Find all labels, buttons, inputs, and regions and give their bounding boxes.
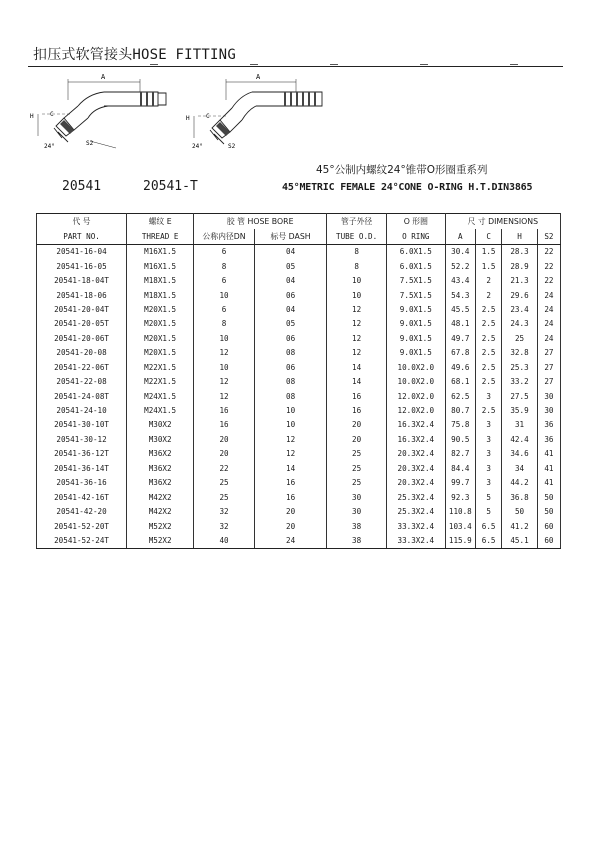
dim-h-cell: 42.4 xyxy=(502,433,538,447)
thread-cell: M36X2 xyxy=(127,447,194,461)
tube-od-cell: 25 xyxy=(327,476,387,490)
o-ring-cell: 9.0X1.5 xyxy=(386,303,445,317)
dim-s2-cell: 41 xyxy=(537,447,560,461)
tube-od-cell: 38 xyxy=(327,519,387,533)
o-ring-cell: 25.3X2.4 xyxy=(386,490,445,504)
table-row xyxy=(37,303,561,317)
dim-c-cell: 2.5 xyxy=(476,303,502,317)
dn-cell: 6 xyxy=(194,245,255,260)
dn-cell: 32 xyxy=(194,519,255,533)
dn-cell: 12 xyxy=(194,375,255,389)
dn-cell: 16 xyxy=(194,404,255,418)
dash-cell: 06 xyxy=(254,332,326,346)
tube-od-cell: 20 xyxy=(327,418,387,432)
thread-cell: M18X1.5 xyxy=(127,274,194,288)
table-row xyxy=(37,389,561,403)
table-row xyxy=(37,519,561,533)
tube-od-cell: 25 xyxy=(327,462,387,476)
tube-od-cell: 38 xyxy=(327,534,387,549)
table-row xyxy=(37,462,561,476)
rule-tick xyxy=(150,64,158,65)
dash-cell: 12 xyxy=(254,447,326,461)
dim-a-cell: 67.8 xyxy=(445,346,475,360)
part-no-cell: 20541-24-10 xyxy=(37,404,127,418)
tube-od-cell: 12 xyxy=(327,303,387,317)
table-row xyxy=(37,259,561,273)
part-no-cell: 20541-20-04T xyxy=(37,303,127,317)
o-ring-cell: 9.0X1.5 xyxy=(386,332,445,346)
dim-a-cell: 62.5 xyxy=(445,389,475,403)
tube-od-cell: 8 xyxy=(327,245,387,260)
dim-h-cell: 50 xyxy=(502,505,538,519)
part-no-cell: 20541-30-10T xyxy=(37,418,127,432)
dash-cell: 16 xyxy=(254,476,326,490)
dim-h-cell: 21.3 xyxy=(502,274,538,288)
dim-c-cell: 3 xyxy=(476,418,502,432)
o-ring-cell: 10.0X2.0 xyxy=(386,375,445,389)
dim-c-cell: 2.5 xyxy=(476,317,502,331)
o-ring-cell: 20.3X2.4 xyxy=(386,447,445,461)
col-h: H xyxy=(502,229,538,245)
dim-s2-cell: 36 xyxy=(537,418,560,432)
dim-s2-label: S2 xyxy=(228,143,236,150)
tube-od-cell: 8 xyxy=(327,259,387,273)
col-thread-cn: 螺纹 E xyxy=(127,214,194,230)
part-no-cell: 20541-20-06T xyxy=(37,332,127,346)
dim-h-cell: 29.6 xyxy=(502,288,538,302)
dim-a-cell: 49.6 xyxy=(445,361,475,375)
col-hose-cn: 胶 管 HOSE BORE xyxy=(194,214,327,230)
dim-h-cell: 25 xyxy=(502,332,538,346)
col-dash: 标号 DASH xyxy=(254,229,326,245)
dn-cell: 8 xyxy=(194,259,255,273)
dim-h-cell: 33.2 xyxy=(502,375,538,389)
o-ring-cell: 20.3X2.4 xyxy=(386,462,445,476)
dim-a-cell: 82.7 xyxy=(445,447,475,461)
dn-cell: 16 xyxy=(194,418,255,432)
thread-cell: M52X2 xyxy=(127,519,194,533)
dim-s2-cell: 41 xyxy=(537,476,560,490)
dim-c-cell: 3 xyxy=(476,389,502,403)
dim-h-cell: 23.4 xyxy=(502,303,538,317)
dim-h-cell: 32.8 xyxy=(502,346,538,360)
dim-s2-cell: 24 xyxy=(537,332,560,346)
table-row xyxy=(37,447,561,461)
dim-h-cell: 24.3 xyxy=(502,317,538,331)
dim-h-cell: 28.3 xyxy=(502,245,538,260)
dim-h-cell: 28.9 xyxy=(502,259,538,273)
dim-a-cell: 80.7 xyxy=(445,404,475,418)
part-no-cell: 20541-36-16 xyxy=(37,476,127,490)
o-ring-cell: 7.5X1.5 xyxy=(386,288,445,302)
col-tube-cn: 管子外径 xyxy=(327,214,387,230)
dim-h-cell: 27.5 xyxy=(502,389,538,403)
header-rule xyxy=(28,66,563,67)
dim-c-cell: 2.5 xyxy=(476,332,502,346)
dim-s2-cell: 50 xyxy=(537,505,560,519)
part-no-cell: 20541-18-06 xyxy=(37,288,127,302)
o-ring-cell: 10.0X2.0 xyxy=(386,361,445,375)
dim-s2-cell: 30 xyxy=(537,389,560,403)
col-s2: S2 xyxy=(537,229,560,245)
o-ring-cell: 20.3X2.4 xyxy=(386,476,445,490)
dn-cell: 40 xyxy=(194,534,255,549)
thread-cell: M20X1.5 xyxy=(127,332,194,346)
tube-od-cell: 14 xyxy=(327,361,387,375)
dim-h-cell: 45.1 xyxy=(502,534,538,549)
dim-a-cell: 110.8 xyxy=(445,505,475,519)
table-row xyxy=(37,317,561,331)
dim-h-cell: 41.2 xyxy=(502,519,538,533)
part-no-cell: 20541-18-04T xyxy=(37,274,127,288)
dim-h-cell: 34 xyxy=(502,462,538,476)
part-no-cell: 20541-22-06T xyxy=(37,361,127,375)
col-dims-cn: 尺 寸 DIMENSIONS xyxy=(445,214,560,230)
dim-c-label: C xyxy=(206,113,210,120)
o-ring-cell: 33.3X2.4 xyxy=(386,519,445,533)
fitting-drawing-20541-t xyxy=(186,70,336,155)
dim-s2-cell: 36 xyxy=(537,433,560,447)
fitting-drawing-20541 xyxy=(30,70,180,155)
dim-c-cell: 2 xyxy=(476,288,502,302)
dim-s2-cell: 60 xyxy=(537,519,560,533)
dn-cell: 6 xyxy=(194,274,255,288)
dim-a-label: A xyxy=(256,73,261,81)
dim-a-cell: 92.3 xyxy=(445,490,475,504)
dn-cell: 12 xyxy=(194,389,255,403)
dash-cell: 08 xyxy=(254,375,326,389)
tube-od-cell: 10 xyxy=(327,274,387,288)
rule-tick xyxy=(510,64,518,65)
dimensions-table xyxy=(36,213,561,549)
table-row xyxy=(37,288,561,302)
dim-s2-cell: 60 xyxy=(537,534,560,549)
o-ring-cell: 9.0X1.5 xyxy=(386,346,445,360)
dash-cell: 04 xyxy=(254,274,326,288)
dim-c-cell: 2 xyxy=(476,274,502,288)
dim-s2-cell: 27 xyxy=(537,361,560,375)
dim-c-cell: 3 xyxy=(476,462,502,476)
dim-h-cell: 34.6 xyxy=(502,447,538,461)
dim-s2-cell: 24 xyxy=(537,303,560,317)
tube-od-cell: 30 xyxy=(327,505,387,519)
table-row xyxy=(37,433,561,447)
dim-a-cell: 48.1 xyxy=(445,317,475,331)
thread-cell: M16X1.5 xyxy=(127,259,194,273)
dash-cell: 24 xyxy=(254,534,326,549)
part-no-cell: 20541-52-24T xyxy=(37,534,127,549)
dim-s2-cell: 50 xyxy=(537,490,560,504)
dash-cell: 10 xyxy=(254,418,326,432)
dim-h-cell: 35.9 xyxy=(502,404,538,418)
table-row xyxy=(37,332,561,346)
rule-tick xyxy=(330,64,338,65)
dn-cell: 20 xyxy=(194,433,255,447)
dim-a-cell: 75.8 xyxy=(445,418,475,432)
table-row xyxy=(37,418,561,432)
dim-a-label: A xyxy=(101,73,106,81)
table-row xyxy=(37,490,561,504)
dash-cell: 06 xyxy=(254,361,326,375)
tube-od-cell: 16 xyxy=(327,389,387,403)
part-no-cell: 20541-42-20 xyxy=(37,505,127,519)
table-row xyxy=(37,534,561,549)
tube-od-cell: 30 xyxy=(327,490,387,504)
o-ring-cell: 12.0X2.0 xyxy=(386,404,445,418)
part-no-cell: 20541-42-16T xyxy=(37,490,127,504)
dash-cell: 16 xyxy=(254,490,326,504)
table-header-row xyxy=(37,214,561,230)
table-row xyxy=(37,476,561,490)
page-title: 扣压式软管接头HOSE FITTING xyxy=(33,47,236,63)
tube-od-cell: 25 xyxy=(327,447,387,461)
o-ring-cell: 25.3X2.4 xyxy=(386,505,445,519)
dim-a-cell: 30.4 xyxy=(445,245,475,260)
dim-s2-cell: 22 xyxy=(537,245,560,260)
dim-h-cell: 25.3 xyxy=(502,361,538,375)
tube-od-cell: 14 xyxy=(327,375,387,389)
col-a: A xyxy=(445,229,475,245)
thread-cell: M30X2 xyxy=(127,433,194,447)
thread-cell: M42X2 xyxy=(127,505,194,519)
table-row xyxy=(37,245,561,260)
part-no-cell: 20541-20-05T xyxy=(37,317,127,331)
dash-cell: 05 xyxy=(254,259,326,273)
dn-cell: 25 xyxy=(194,490,255,504)
dim-h-cell: 44.2 xyxy=(502,476,538,490)
dim-a-cell: 68.1 xyxy=(445,375,475,389)
part-no-cell: 20541-36-14T xyxy=(37,462,127,476)
dash-cell: 08 xyxy=(254,389,326,403)
dn-cell: 10 xyxy=(194,288,255,302)
dim-c-cell: 2.5 xyxy=(476,346,502,360)
thread-cell: M18X1.5 xyxy=(127,288,194,302)
dash-cell: 05 xyxy=(254,317,326,331)
dn-cell: 6 xyxy=(194,303,255,317)
table-header-row xyxy=(37,229,561,245)
dim-a-cell: 45.5 xyxy=(445,303,475,317)
thread-cell: M42X2 xyxy=(127,490,194,504)
dim-c-cell: 2.5 xyxy=(476,361,502,375)
dim-a-cell: 90.5 xyxy=(445,433,475,447)
dim-a-cell: 99.7 xyxy=(445,476,475,490)
dash-cell: 04 xyxy=(254,245,326,260)
dn-cell: 22 xyxy=(194,462,255,476)
dn-cell: 10 xyxy=(194,361,255,375)
dash-cell: 12 xyxy=(254,433,326,447)
thread-cell: M24X1.5 xyxy=(127,404,194,418)
dim-c-cell: 5 xyxy=(476,505,502,519)
dim-c-cell: 2.5 xyxy=(476,375,502,389)
thread-cell: M20X1.5 xyxy=(127,303,194,317)
angle-label: 24° xyxy=(44,143,55,150)
part-no-cell: 20541-16-04 xyxy=(37,245,127,260)
rule-tick xyxy=(420,64,428,65)
thread-cell: M22X1.5 xyxy=(127,361,194,375)
o-ring-cell: 6.0X1.5 xyxy=(386,259,445,273)
thread-cell: M52X2 xyxy=(127,534,194,549)
dim-c-cell: 6.5 xyxy=(476,534,502,549)
dash-cell: 10 xyxy=(254,404,326,418)
dim-h-cell: 31 xyxy=(502,418,538,432)
dim-s2-cell: 27 xyxy=(537,375,560,389)
dim-c-cell: 3 xyxy=(476,476,502,490)
dim-a-cell: 54.3 xyxy=(445,288,475,302)
tube-od-cell: 10 xyxy=(327,288,387,302)
part-no-cell: 20541-24-08T xyxy=(37,389,127,403)
dim-c-cell: 1.5 xyxy=(476,259,502,273)
table-row xyxy=(37,346,561,360)
o-ring-cell: 16.3X2.4 xyxy=(386,433,445,447)
o-ring-cell: 7.5X1.5 xyxy=(386,274,445,288)
part-no-cell: 20541-22-08 xyxy=(37,375,127,389)
dash-cell: 04 xyxy=(254,303,326,317)
dash-cell: 20 xyxy=(254,505,326,519)
dn-cell: 32 xyxy=(194,505,255,519)
dim-a-cell: 103.4 xyxy=(445,519,475,533)
part-no-cell: 20541-16-05 xyxy=(37,259,127,273)
tube-od-cell: 12 xyxy=(327,317,387,331)
table-row xyxy=(37,361,561,375)
part-no-cell: 20541-52-20T xyxy=(37,519,127,533)
series-title-cn: 45°公制内螺纹24°锥带O形圈重系列 xyxy=(316,164,488,176)
dim-s2-cell: 41 xyxy=(537,462,560,476)
o-ring-cell: 16.3X2.4 xyxy=(386,418,445,432)
dn-cell: 20 xyxy=(194,447,255,461)
table-row xyxy=(37,375,561,389)
dim-a-cell: 49.7 xyxy=(445,332,475,346)
col-oring: O RING xyxy=(386,229,445,245)
thread-cell: M24X1.5 xyxy=(127,389,194,403)
dim-c-cell: 5 xyxy=(476,490,502,504)
col-oring-cn: O 形圈 xyxy=(386,214,445,230)
dn-cell: 8 xyxy=(194,317,255,331)
tube-od-cell: 12 xyxy=(327,332,387,346)
o-ring-cell: 33.3X2.4 xyxy=(386,534,445,549)
thread-cell: M36X2 xyxy=(127,476,194,490)
table-row xyxy=(37,274,561,288)
dim-c-cell: 2.5 xyxy=(476,404,502,418)
part-no-cell: 20541-36-12T xyxy=(37,447,127,461)
thread-cell: M20X1.5 xyxy=(127,346,194,360)
col-part: PART NO. xyxy=(37,229,127,245)
rule-tick xyxy=(250,64,258,65)
dim-c-label: C xyxy=(50,111,54,118)
dash-cell: 08 xyxy=(254,346,326,360)
dim-a-cell: 84.4 xyxy=(445,462,475,476)
dn-cell: 12 xyxy=(194,346,255,360)
thread-cell: M22X1.5 xyxy=(127,375,194,389)
dim-c-cell: 3 xyxy=(476,433,502,447)
dim-s2-label: S2 xyxy=(86,140,94,147)
table-row xyxy=(37,404,561,418)
o-ring-cell: 9.0X1.5 xyxy=(386,317,445,331)
part-no-cell: 20541-20-08 xyxy=(37,346,127,360)
tube-od-cell: 16 xyxy=(327,404,387,418)
dim-c-cell: 6.5 xyxy=(476,519,502,533)
dim-s2-cell: 24 xyxy=(537,317,560,331)
dash-cell: 06 xyxy=(254,288,326,302)
series-title-en: 45°METRIC FEMALE 24°CONE O-RING H.T.DIN3865 xyxy=(282,182,533,193)
dim-c-cell: 3 xyxy=(476,447,502,461)
dn-cell: 25 xyxy=(194,476,255,490)
thread-cell: M20X1.5 xyxy=(127,317,194,331)
dim-h-cell: 36.8 xyxy=(502,490,538,504)
tube-od-cell: 12 xyxy=(327,346,387,360)
thread-cell: M30X2 xyxy=(127,418,194,432)
dim-a-cell: 43.4 xyxy=(445,274,475,288)
dim-c-cell: 1.5 xyxy=(476,245,502,260)
dim-s2-cell: 24 xyxy=(537,288,560,302)
o-ring-cell: 6.0X1.5 xyxy=(386,245,445,260)
col-part-cn: 代 号 xyxy=(37,214,127,230)
dim-h-label: H xyxy=(30,113,34,120)
thread-cell: M36X2 xyxy=(127,462,194,476)
part-no-cell: 20541-30-12 xyxy=(37,433,127,447)
col-thread: THREAD E xyxy=(127,229,194,245)
table-row xyxy=(37,505,561,519)
dn-cell: 10 xyxy=(194,332,255,346)
col-c: C xyxy=(476,229,502,245)
thread-cell: M16X1.5 xyxy=(127,245,194,260)
dim-s2-cell: 22 xyxy=(537,274,560,288)
angle-label: 24° xyxy=(192,143,203,150)
col-dn: 公称内径DN xyxy=(194,229,255,245)
dim-h-label: H xyxy=(186,115,190,122)
tube-od-cell: 20 xyxy=(327,433,387,447)
dim-s2-cell: 22 xyxy=(537,259,560,273)
dim-a-cell: 52.2 xyxy=(445,259,475,273)
dash-cell: 14 xyxy=(254,462,326,476)
dash-cell: 20 xyxy=(254,519,326,533)
col-tube: TUBE O.D. xyxy=(327,229,387,245)
dim-a-cell: 115.9 xyxy=(445,534,475,549)
o-ring-cell: 12.0X2.0 xyxy=(386,389,445,403)
dim-s2-cell: 27 xyxy=(537,346,560,360)
series-code: 20541 xyxy=(62,179,102,194)
dim-s2-cell: 30 xyxy=(537,404,560,418)
series-code-t: 20541-T xyxy=(143,179,198,194)
